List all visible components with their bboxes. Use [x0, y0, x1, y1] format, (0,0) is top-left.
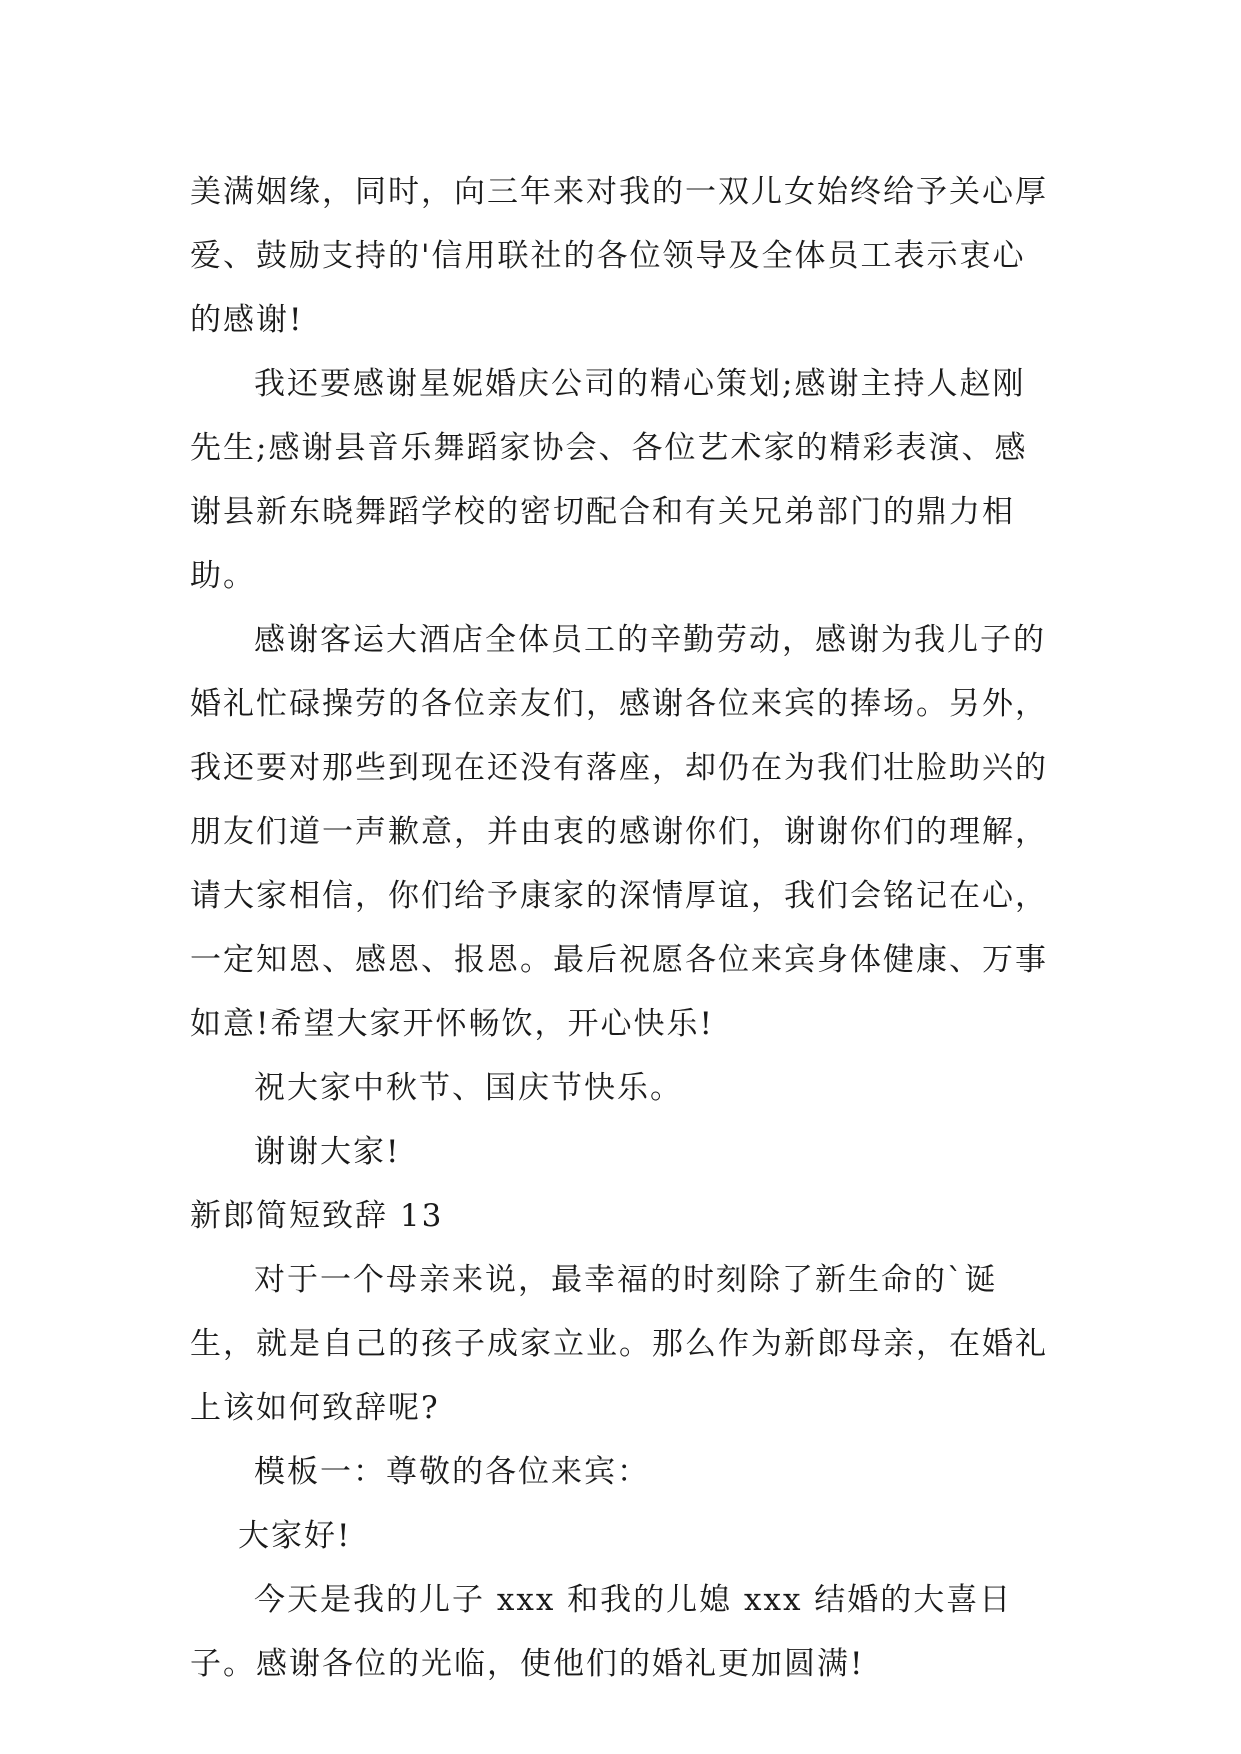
paragraph-thanks-organizers: 我还要感谢星妮婚庆公司的精心策划;感谢主持人赵刚先生;感谢县音乐舞蹈家协会、各位艺术家的精彩表演、感谢县新东晓舞蹈学校的密切配合和有关兄弟部门的鼎力相助。: [190, 366, 1028, 594]
document-body: [190, 160, 1050, 1696]
paragraph-template-one: 模板一：尊敬的各位来宾：: [254, 1454, 650, 1490]
paragraph-continuation: 美满姻缘，同时，向三年来对我的一双儿女始终给予关心厚爱、鼓励支持的'信用联社的各位领导及全体员工表示衷心的感谢!: [190, 174, 1048, 338]
paragraph-mother-intro: 对于一个母亲来说，最幸福的时刻除了新生命的`诞生，就是自己的孩子成家立业。那么作为新郎母亲，在婚礼上该如何致辞呢?: [190, 1262, 1048, 1426]
paragraph-greeting: 大家好!: [238, 1518, 352, 1554]
paragraph-thank-you: 谢谢大家!: [254, 1134, 401, 1170]
paragraph-wedding-day: 今天是我的儿子 xxx 和我的儿媳 xxx 结婚的大喜日子。感谢各位的光临，使他们的婚礼更加圆满!: [190, 1582, 1013, 1682]
paragraph-holiday-wishes: 祝大家中秋节、国庆节快乐。: [254, 1070, 683, 1106]
paragraph-thanks-guests: 感谢客运大酒店全体员工的辛勤劳动，感谢为我儿子的婚礼忙碌操劳的各位亲友们，感谢各位来宾的捧场。另外，我还要对那些到现在还没有落座，却仍在为我们壮脸助兴的朋友们道一声歉意，并由衷的感谢你们，谢谢你们的理解，请大家相信，你们给予康家的深情厚谊，我们会铭记在心，一定知恩、感恩、报恩。最后祝愿各位来宾身体健康、万事如意!希望大家开怀畅饮，开心快乐!: [190, 622, 1048, 1042]
section-heading: 新郎简短致辞 13: [190, 1198, 444, 1234]
